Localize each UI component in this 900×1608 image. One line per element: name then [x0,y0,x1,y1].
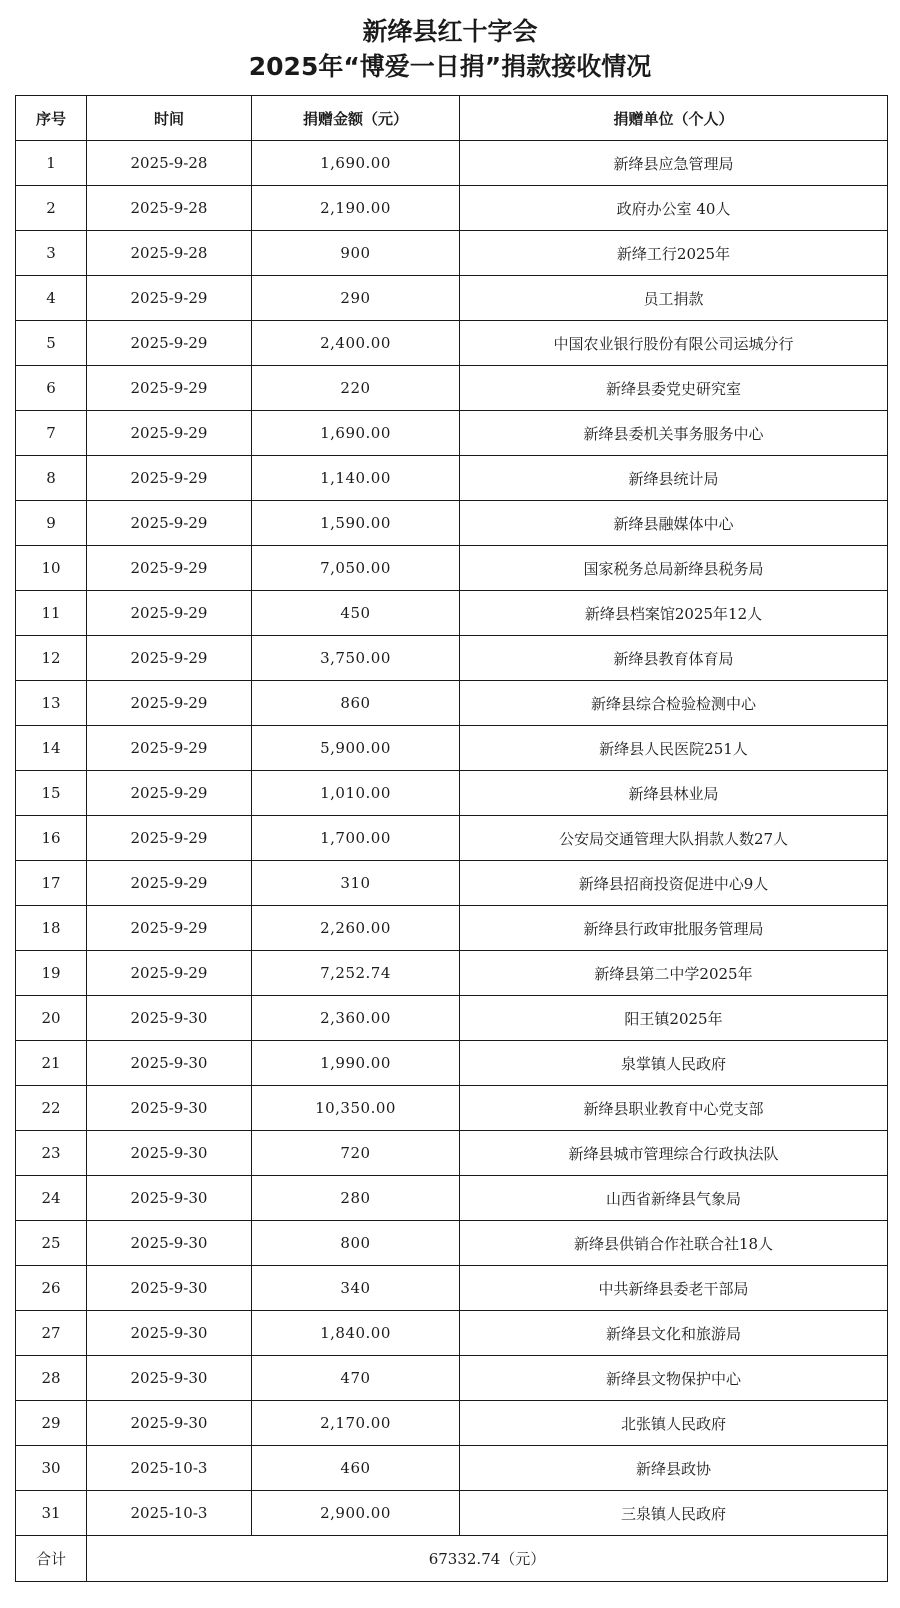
cell-date: 2025-9-30 [87,1266,252,1311]
cell-date: 2025-9-29 [87,636,252,681]
cell-index: 31 [16,1491,87,1536]
table-row [16,1356,888,1401]
cell-donor: 新绛县文物保护中心 [460,1356,888,1401]
cell-index: 22 [16,1086,87,1131]
table-row [16,1086,888,1131]
cell-index: 17 [16,861,87,906]
cell-date: 2025-9-29 [87,861,252,906]
cell-date: 2025-9-30 [87,1221,252,1266]
cell-donor: 中共新绛县委老干部局 [460,1266,888,1311]
table-row [16,1176,888,1221]
table-row [16,681,888,726]
cell-index: 11 [16,591,87,636]
cell-donor: 新绛县教育体育局 [460,636,888,681]
cell-amount: 470 [252,1356,460,1401]
cell-date: 2025-9-30 [87,1086,252,1131]
table-row [16,591,888,636]
cell-donor: 新绛县统计局 [460,456,888,501]
cell-amount: 2,400.00 [252,321,460,366]
cell-donor: 新绛县第二中学2025年 [460,951,888,996]
table-row [16,636,888,681]
cell-donor: 新绛县综合检验检测中心 [460,681,888,726]
title-line-org: 新绛县红十字会 [362,17,538,46]
table-row [16,1041,888,1086]
table-row [16,1311,888,1356]
cell-amount: 1,690.00 [252,411,460,456]
cell-donor: 新绛工行2025年 [460,231,888,276]
cell-amount: 280 [252,1176,460,1221]
cell-donor: 北张镇人民政府 [460,1401,888,1446]
cell-amount: 1,140.00 [252,456,460,501]
cell-index: 3 [16,231,87,276]
cell-donor: 新绛县融媒体中心 [460,501,888,546]
cell-amount: 720 [252,1131,460,1176]
cell-index: 10 [16,546,87,591]
cell-amount: 5,900.00 [252,726,460,771]
table-row [16,1446,888,1491]
cell-amount: 1,590.00 [252,501,460,546]
cell-donor: 公安局交通管理大队捐款人数27人 [460,816,888,861]
cell-amount: 7,050.00 [252,546,460,591]
cell-date: 2025-9-28 [87,186,252,231]
total-row [16,1536,888,1582]
cell-date: 2025-9-29 [87,681,252,726]
table-row [16,726,888,771]
cell-date: 2025-9-29 [87,906,252,951]
cell-date: 2025-9-30 [87,1176,252,1221]
cell-donor: 新绛县职业教育中心党支部 [460,1086,888,1131]
cell-donor: 山西省新绛县气象局 [460,1176,888,1221]
table-row [16,951,888,996]
table-row [16,411,888,456]
cell-amount: 10,350.00 [252,1086,460,1131]
table-row [16,861,888,906]
table-row [16,771,888,816]
cell-index: 21 [16,1041,87,1086]
table-row [16,1266,888,1311]
cell-donor: 国家税务总局新绛县税务局 [460,546,888,591]
cell-index: 30 [16,1446,87,1491]
cell-amount: 1,700.00 [252,816,460,861]
table-row [16,456,888,501]
cell-date: 2025-9-29 [87,951,252,996]
table-row [16,1221,888,1266]
cell-amount: 460 [252,1446,460,1491]
cell-index: 29 [16,1401,87,1446]
cell-donor: 泉掌镇人民政府 [460,1041,888,1086]
cell-amount: 3,750.00 [252,636,460,681]
cell-date: 2025-9-30 [87,1131,252,1176]
cell-donor: 员工捐款 [460,276,888,321]
cell-index: 6 [16,366,87,411]
cell-donor: 阳王镇2025年 [460,996,888,1041]
cell-donor: 新绛县政协 [460,1446,888,1491]
table-row [16,321,888,366]
total-label: 合计 [16,1536,87,1582]
cell-donor: 新绛县招商投资促进中心9人 [460,861,888,906]
cell-donor: 新绛县应急管理局 [460,141,888,186]
cell-index: 1 [16,141,87,186]
cell-amount: 2,260.00 [252,906,460,951]
table-row [16,1401,888,1446]
cell-amount: 1,690.00 [252,141,460,186]
total-value: 67332.74（元） [87,1536,888,1582]
cell-index: 5 [16,321,87,366]
cell-donor: 新绛县林业局 [460,771,888,816]
cell-donor: 新绛县行政审批服务管理局 [460,906,888,951]
table-row [16,996,888,1041]
cell-index: 16 [16,816,87,861]
table-row [16,816,888,861]
cell-donor: 新绛县城市管理综合行政执法队 [460,1131,888,1176]
table-row [16,546,888,591]
document-title [0,14,900,84]
cell-index: 15 [16,771,87,816]
cell-donor: 新绛县委机关事务服务中心 [460,411,888,456]
title-line-subject: 2025年“博爱一日捐”捐款接收情况 [248,52,652,81]
cell-donor: 中国农业银行股份有限公司运城分行 [460,321,888,366]
cell-amount: 900 [252,231,460,276]
cell-index: 18 [16,906,87,951]
cell-index: 8 [16,456,87,501]
table-row [16,906,888,951]
cell-index: 19 [16,951,87,996]
cell-amount: 340 [252,1266,460,1311]
cell-date: 2025-9-29 [87,411,252,456]
header-index: 序号 [16,96,87,141]
cell-index: 28 [16,1356,87,1401]
cell-amount: 2,170.00 [252,1401,460,1446]
cell-date: 2025-9-30 [87,996,252,1041]
header-amount: 捐赠金额（元） [252,96,460,141]
cell-amount: 7,252.74 [252,951,460,996]
cell-date: 2025-9-30 [87,1311,252,1356]
cell-amount: 2,360.00 [252,996,460,1041]
cell-date: 2025-9-29 [87,771,252,816]
cell-amount: 290 [252,276,460,321]
cell-index: 13 [16,681,87,726]
cell-index: 25 [16,1221,87,1266]
cell-date: 2025-9-29 [87,546,252,591]
cell-date: 2025-9-28 [87,231,252,276]
cell-index: 2 [16,186,87,231]
cell-donor: 新绛县供销合作社联合社18人 [460,1221,888,1266]
table-row [16,231,888,276]
cell-date: 2025-9-29 [87,366,252,411]
cell-date: 2025-9-29 [87,321,252,366]
table-row [16,186,888,231]
cell-date: 2025-9-30 [87,1356,252,1401]
cell-index: 26 [16,1266,87,1311]
cell-amount: 450 [252,591,460,636]
cell-index: 9 [16,501,87,546]
table-row [16,141,888,186]
cell-index: 27 [16,1311,87,1356]
donation-table [15,95,888,1582]
cell-index: 14 [16,726,87,771]
cell-date: 2025-10-3 [87,1491,252,1536]
cell-index: 12 [16,636,87,681]
cell-date: 2025-9-29 [87,456,252,501]
cell-date: 2025-10-3 [87,1446,252,1491]
cell-index: 7 [16,411,87,456]
table-header-row [16,96,888,141]
cell-date: 2025-9-28 [87,141,252,186]
cell-donor: 三泉镇人民政府 [460,1491,888,1536]
cell-amount: 2,190.00 [252,186,460,231]
cell-date: 2025-9-30 [87,1041,252,1086]
cell-amount: 2,900.00 [252,1491,460,1536]
cell-donor: 新绛县档案馆2025年12人 [460,591,888,636]
cell-amount: 1,010.00 [252,771,460,816]
table-row [16,366,888,411]
cell-amount: 1,840.00 [252,1311,460,1356]
cell-amount: 1,990.00 [252,1041,460,1086]
cell-date: 2025-9-29 [87,726,252,771]
cell-index: 20 [16,996,87,1041]
cell-amount: 800 [252,1221,460,1266]
cell-index: 24 [16,1176,87,1221]
cell-index: 4 [16,276,87,321]
cell-index: 23 [16,1131,87,1176]
header-date: 时间 [87,96,252,141]
cell-donor: 新绛县文化和旅游局 [460,1311,888,1356]
cell-amount: 220 [252,366,460,411]
cell-donor: 新绛县人民医院251人 [460,726,888,771]
cell-donor: 政府办公室 40人 [460,186,888,231]
cell-donor: 新绛县委党史研究室 [460,366,888,411]
cell-date: 2025-9-29 [87,591,252,636]
cell-date: 2025-9-29 [87,816,252,861]
cell-date: 2025-9-29 [87,501,252,546]
cell-date: 2025-9-30 [87,1401,252,1446]
table-row [16,276,888,321]
table-row [16,1131,888,1176]
table-row [16,501,888,546]
cell-date: 2025-9-29 [87,276,252,321]
table-row [16,1491,888,1536]
table-body [16,141,888,1536]
header-donor: 捐赠单位（个人） [460,96,888,141]
cell-amount: 860 [252,681,460,726]
cell-amount: 310 [252,861,460,906]
